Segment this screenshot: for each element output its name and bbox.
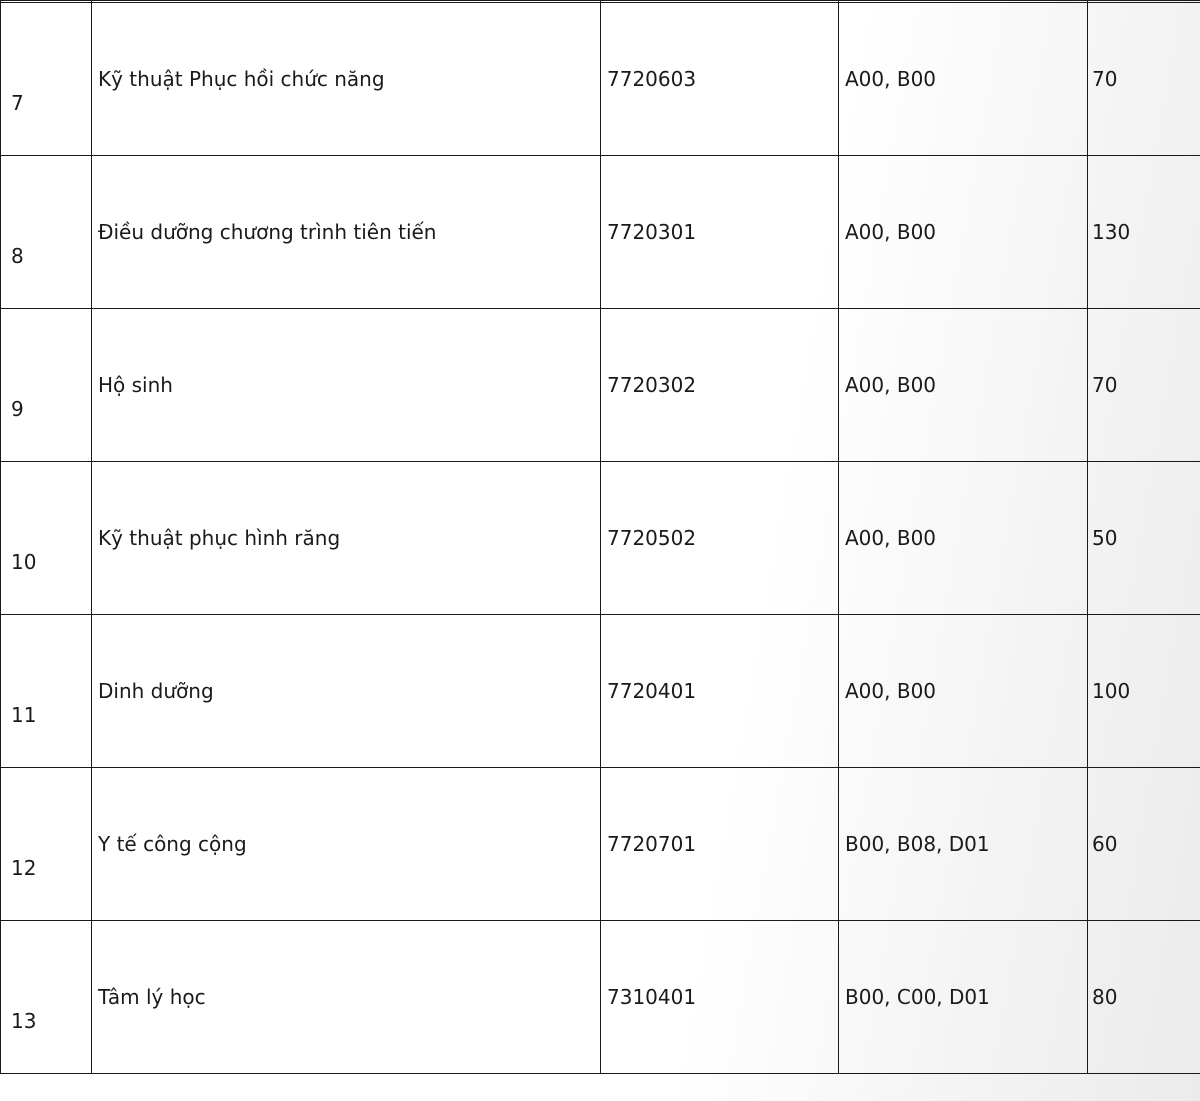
quota: 80: [1088, 921, 1200, 1074]
subject-groups: A00, B00: [839, 3, 1088, 156]
major-name: Dinh dưỡng: [92, 615, 601, 768]
subject-groups: A00, B00: [839, 462, 1088, 615]
major-name: Tâm lý học: [92, 921, 601, 1074]
subject-groups: A00, B00: [839, 309, 1088, 462]
major-name: Điều dưỡng chương trình tiên tiến: [92, 156, 601, 309]
major-code: 7720301: [601, 156, 839, 309]
row-index: 11: [1, 615, 92, 768]
table-row: [1, 309, 1200, 462]
subject-groups: B00, C00, D01: [839, 921, 1088, 1074]
row-index: 9: [1, 309, 92, 462]
row-index: 10: [1, 462, 92, 615]
table-row: [1, 921, 1200, 1074]
table-row: [1, 768, 1200, 921]
major-code: 7720401: [601, 615, 839, 768]
table-row: [1, 615, 1200, 768]
subject-groups: A00, B00: [839, 156, 1088, 309]
quota: 100: [1088, 615, 1200, 768]
table-row: [1, 156, 1200, 309]
table-row: [1, 3, 1200, 156]
major-code: 7720302: [601, 309, 839, 462]
major-code: 7720701: [601, 768, 839, 921]
quota: 70: [1088, 3, 1200, 156]
major-name: Y tế công cộng: [92, 768, 601, 921]
major-code: 7310401: [601, 921, 839, 1074]
row-index: 13: [1, 921, 92, 1074]
major-code: 7720603: [601, 3, 839, 156]
major-name: Hộ sinh: [92, 309, 601, 462]
subject-groups: A00, B00: [839, 615, 1088, 768]
major-code: 7720502: [601, 462, 839, 615]
major-name: Kỹ thuật phục hình răng: [92, 462, 601, 615]
subject-groups: B00, B08, D01: [839, 768, 1088, 921]
quota: 130: [1088, 156, 1200, 309]
row-index: 8: [1, 156, 92, 309]
quota: 60: [1088, 768, 1200, 921]
row-index: 12: [1, 768, 92, 921]
table-row: [1, 462, 1200, 615]
quota: 50: [1088, 462, 1200, 615]
major-name: Kỹ thuật Phục hồi chức năng: [92, 3, 601, 156]
quota: 70: [1088, 309, 1200, 462]
row-index: 7: [1, 3, 92, 156]
table-body: [1, 1, 1200, 1074]
